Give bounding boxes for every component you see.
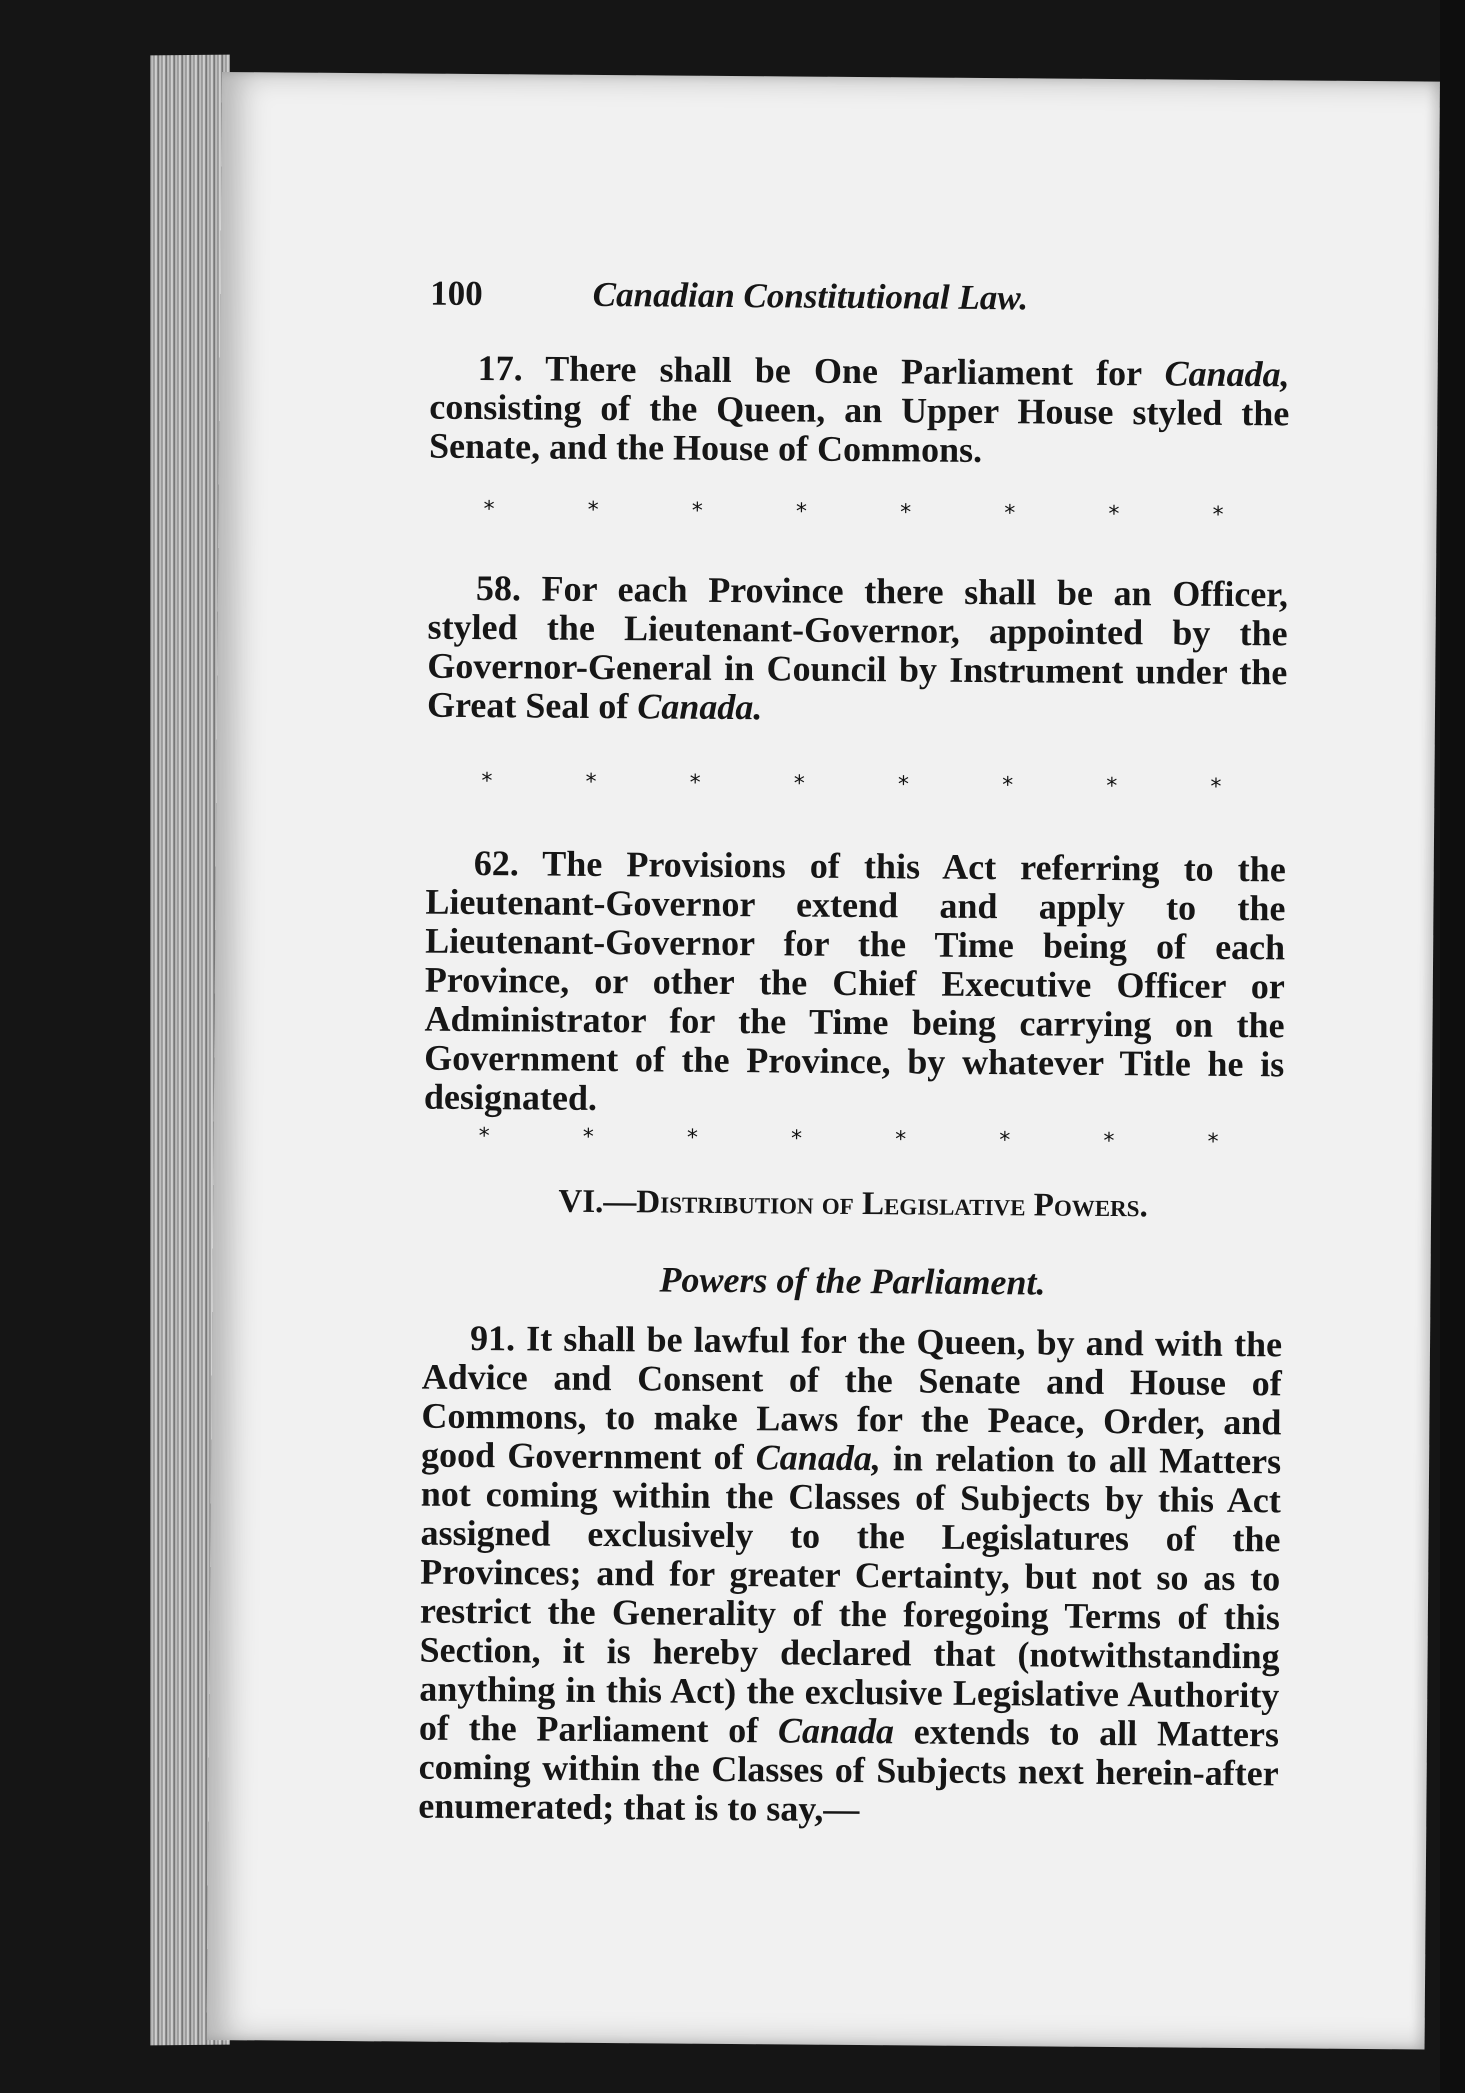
asterisk: * <box>689 770 701 796</box>
section-17 <box>429 349 1290 473</box>
asterisk: * <box>1002 773 1014 799</box>
asterisk: * <box>582 1124 594 1150</box>
part-numeral: VI.— <box>558 1183 637 1221</box>
asterisk: * <box>1212 502 1224 528</box>
section-text: in relation to all Matters not coming within the Classes of Subjects by this Act assigned exclusively to the Legislatures of the Provinces; and for greater Certainty, but not so as to restrict the Generality of the foregoing Terms of this Section, it is hereby declared that (notwithstanding anything in this Act) the exclusive Legislative Authority of the Parliament of <box>418 1438 1282 1751</box>
section-number: 17. <box>477 348 523 389</box>
asterisk: * <box>585 769 597 795</box>
asterisk: * <box>900 500 912 526</box>
italic-canada: Canada, <box>1164 353 1290 395</box>
part-title: Distribution of Legislative Powers. <box>636 1184 1148 1225</box>
asterisk: * <box>895 1127 907 1153</box>
asterisk: * <box>795 499 808 525</box>
asterisk: * <box>483 497 495 523</box>
asterisk-separator <box>483 497 1223 528</box>
page-number: 100 <box>430 273 483 314</box>
section-text: consisting of the Queen, an Upper House styled the Senate, and the House of Commons. <box>428 386 1290 470</box>
section-62 <box>424 844 1286 1124</box>
section-number: 62. <box>473 843 519 884</box>
asterisk: * <box>686 1125 699 1151</box>
section-number: 58. <box>475 568 522 609</box>
asterisk-separator <box>481 769 1221 800</box>
asterisk: * <box>793 771 805 797</box>
subheading: Powers of the Parliament. <box>659 1259 1046 1303</box>
italic-canada: Canada. <box>637 686 763 728</box>
asterisk-separator <box>479 1124 1219 1155</box>
asterisk: * <box>1103 1128 1115 1155</box>
section-number: 91. <box>469 1317 516 1359</box>
asterisk: * <box>1004 501 1016 527</box>
italic-canada: Canada, <box>755 1437 881 1479</box>
section-text: For each Province there shall be an Officer, styled the Lieutenant-Governor, appointed by the Governor-General in Council by Instrument under the Great Seal of <box>426 568 1289 727</box>
section-58 <box>427 569 1288 732</box>
italic-canada: Canada <box>777 1710 895 1752</box>
asterisk: * <box>1210 774 1222 800</box>
section-text: The Provisions of this Act referring to the Lieutenant-Governor extend and apply to the Lieutenant-Governor for the Time being of each Province, or other the Chief Executive Officer or Administrator for the Time being carrying on the Government of the Province, by whatever Title he is designated. <box>423 843 1286 1118</box>
section-text: There shall be One Parliament for <box>545 348 1165 394</box>
asterisk: * <box>587 497 599 523</box>
dark-background-edge <box>1440 0 1465 2093</box>
asterisk: * <box>790 1126 803 1152</box>
asterisk: * <box>999 1128 1011 1154</box>
asterisk: * <box>478 1124 490 1150</box>
asterisk: * <box>1106 773 1118 800</box>
section-91 <box>418 1319 1282 1833</box>
asterisk: * <box>1108 501 1120 528</box>
asterisk: * <box>897 772 910 798</box>
page-header <box>430 274 1330 331</box>
running-title: Canadian Constitutional Law. <box>592 274 1029 318</box>
asterisk: * <box>1207 1129 1219 1155</box>
section-text: It shall be lawful for the Queen, by and with the Advice and Consent of the Senate and House of Commons, to make Laws for the Peace, Order, and good Government of <box>420 1318 1283 1478</box>
part-heading <box>423 1182 1283 1228</box>
section-text: extends to all Matters coming within the Classes of Subjects next herein-after enumerated; that is to say,— <box>418 1711 1280 1830</box>
asterisk: * <box>691 498 703 524</box>
book-page <box>207 72 1440 2050</box>
asterisk: * <box>481 769 493 795</box>
